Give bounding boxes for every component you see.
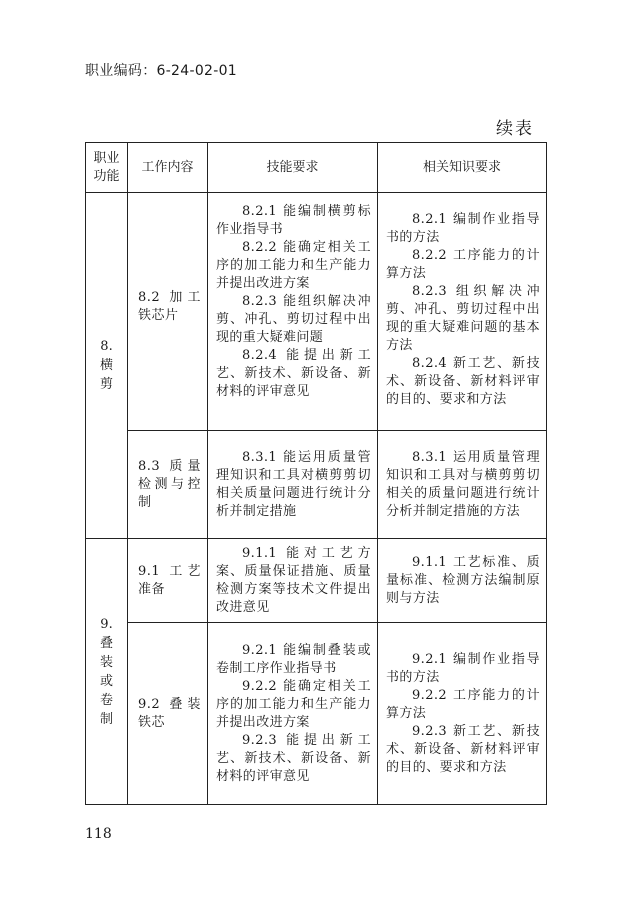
knowledge-item: 8.2.1 编制作业指导书的方法	[386, 212, 540, 245]
work-content-cell: 8.2 加工铁芯片	[128, 193, 208, 431]
knowledge-item: 9.2.2 工序能力的计算方法	[386, 687, 540, 721]
header-knowledge: 相关知识要求	[378, 143, 547, 193]
knowledge-cell	[378, 623, 547, 805]
skill-item: 8.2.3 能组织解决冲剪、冲孔、剪切过程中出现的重大疑难问题	[216, 294, 371, 345]
header-content: 工作内容	[128, 143, 208, 193]
header-skills: 技能要求	[208, 143, 378, 193]
skill-item: 8.2.1 能编制横剪标作业指导书	[216, 204, 371, 237]
skills-cell	[208, 539, 378, 623]
skills-cell	[208, 193, 378, 431]
work-content-cell: 9.1 工艺准备	[128, 539, 208, 623]
skills-cell	[208, 431, 378, 539]
skill-item: 8.2.2 能确定相关工序的加工能力和生产能力并提出改进方案	[216, 240, 371, 291]
function-cell-9	[86, 539, 128, 805]
knowledge-item: 9.1.1 工艺标准、质量标准、检测方法编制原则与方法	[386, 554, 540, 606]
knowledge-item: 8.2.2 工序能力的计算方法	[386, 248, 540, 281]
work-content-cell: 8.3 质量检测与控制	[128, 431, 208, 539]
knowledge-cell	[378, 431, 547, 539]
skill-item: 8.2.4 能提出新工艺、新技术、新设备、新材料的评审意见	[216, 348, 371, 399]
knowledge-item: 9.2.3 新工艺、新技术、新设备、新材料评审的目的、要求和方法	[386, 723, 540, 775]
knowledge-cell	[378, 539, 547, 623]
skills-cell	[208, 623, 378, 805]
table-row	[86, 193, 547, 431]
function-name: 叠装或卷制	[99, 635, 113, 727]
knowledge-item: 9.2.1 编制作业指导书的方法	[386, 651, 540, 685]
table-header-row	[86, 143, 547, 193]
skill-item: 9.2.3 能提出新工艺、新技术、新设备、新材料的评审意见	[216, 732, 371, 784]
skill-item: 9.1.1 能对工艺方案、质量保证措施、质量检测方案等技术文件提出改进意见	[216, 545, 371, 615]
knowledge-item: 8.2.3 组织解决冲剪、冲孔、剪切过程中出现的重大疑难问题的基本方法	[386, 284, 540, 353]
function-number: 8.	[100, 339, 113, 354]
table-row	[86, 431, 547, 539]
header-function: 职业功能	[86, 143, 128, 193]
work-content-cell: 9.2 叠装铁芯	[128, 623, 208, 805]
table-row	[86, 623, 547, 805]
function-number: 9.	[100, 616, 113, 632]
occupation-code: 职业编码：6-24-02-01	[85, 63, 238, 79]
skill-requirements-table	[85, 142, 547, 805]
knowledge-item: 8.3.1 运用质量管理知识和工具对与横剪剪切相关的质量问题进行统计分析并制定措施的方法	[386, 449, 540, 519]
page-number: 118	[85, 826, 112, 842]
skill-item: 9.2.1 能编制叠装或卷制工序作业指导书	[216, 642, 371, 676]
knowledge-item: 8.2.4 新工艺、新技术、新设备、新材料评审的目的、要求和方法	[386, 356, 540, 407]
table-row	[86, 539, 547, 623]
knowledge-cell	[378, 193, 547, 431]
function-cell-8	[86, 193, 128, 539]
function-name: 横剪	[99, 358, 113, 392]
skill-item: 9.2.2 能确定相关工序的加工能力和生产能力并提出改进方案	[216, 678, 371, 730]
continued-label: 续表	[496, 119, 534, 139]
skill-item: 8.3.1 能运用质量管理知识和工具对横剪剪切相关质量问题进行统计分析并制定措施	[216, 449, 371, 519]
